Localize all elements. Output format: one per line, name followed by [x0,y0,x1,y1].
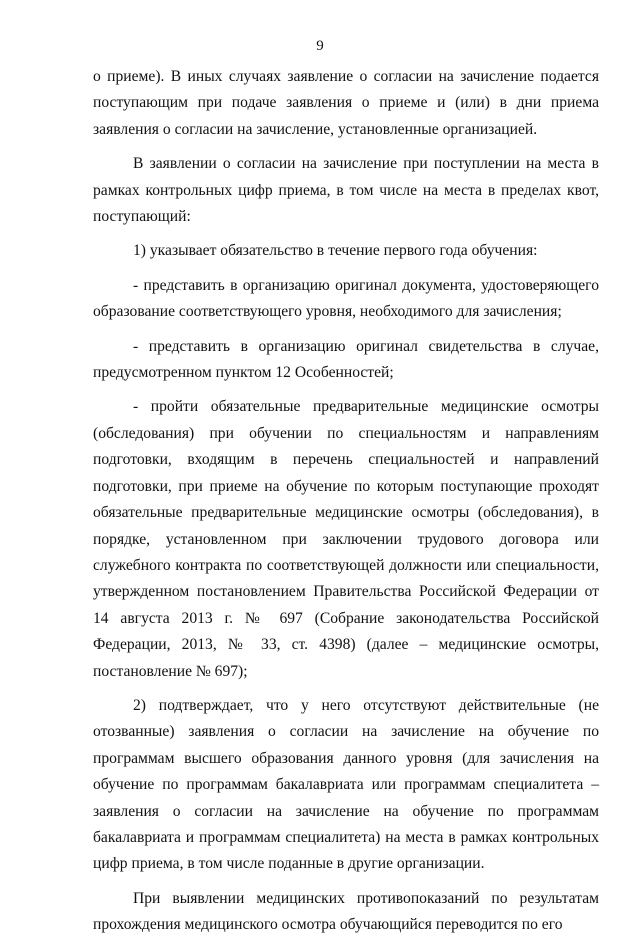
paragraph-continuation: о приеме). В иных случаях заявление о согласии на зачисление подается поступающим при подаче заявления о приеме и (или) в дни приема заявления о согласии на зачисление, установленные организацией. [93,68,599,138]
list-item-original-document: - представить в организацию оригинал документа, удостоверяющего образование соответствующего уровня, необходимого для зачисления; [93,276,599,321]
document-body [93,64,599,947]
paragraph-consent-statement: В заявлении о согласии на зачисление при поступлении на места в рамках контрольных цифр приема, в том числе на места в пределах квот, поступающий: [93,155,599,226]
list-item-confirmation: 2) подтверждает, что у него отсутствуют действительные (не отозванные) заявления о согласии на зачисление на обучение по программам высшего образования данного уровня (для зачисления на обучение по программам бакалавриата или программам специалитета – заявления о согласии на зачисление на обучение по программам бакалавриата и программам специалитета) на места в рамках контрольных цифр приема, в том числе поданные в другие организации. [93,696,599,873]
paragraph-medical-contraindications: При выявлении медицинских противопоказаний по результатам прохождения медицинского осмотра обучающийся переводится по его [93,889,599,934]
list-item-medical-examination: - пройти обязательные предварительные медицинские осмотры (обследования) при обучении по специальностям и направлениям подготовки, входящим в перечень специальностей и направлений подготовки, при приеме на обучение по которым поступающие проходят обязательные предварительные медицинские осмотры (обследования), в порядке, установленном при заключении трудового договора или служебного контракта по соответствующей должности или специальности, утвержденном постановлением Правительства Российской Федерации от 14 августа 2013 г. № 697 (Собрание законодательства Российской Федерации, 2013, № 33, ст. 4398) (далее – медицинские осмотры, постановление № 697); [93,398,599,680]
list-item-original-certificate: - представить в организацию оригинал свидетельства в случае, предусмотренном пунктом 12 Особенностей; [93,337,599,382]
list-item-obligation: 1) указывает обязательство в течение первого года обучения: [133,242,538,260]
page-number: 9 [316,38,324,54]
